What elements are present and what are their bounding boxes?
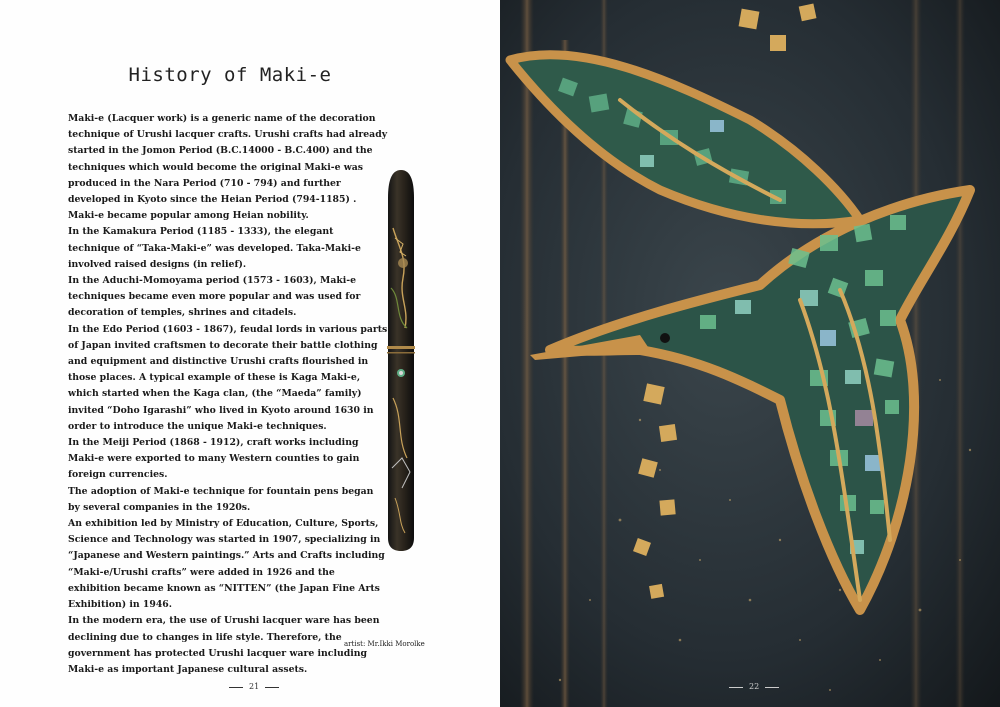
paragraph: In the modern era, the use of Urushi lacquer ware has been declining due to changes in life style. Therefore, the government has protected Urushi lacquer ware including Maki-e as important Japanese cultural assets.: [68, 615, 380, 675]
paragraph: An exhibition led by Ministry of Education, Culture, Sports, Science and Technology was started in 1907, specializing in “Japanese and Western paintings.” Arts and Crafts including “Maki-e/Urushi crafts” were added in 1926 and the exhibition became known as “NITTEN” (the Japan Fine Arts Exhibition) in 1946.: [68, 518, 385, 611]
paragraph: In the Meiji Period (1868 - 1912), craft works including Maki-e were exported to many Western counties to gain foreign currencies.: [68, 437, 360, 481]
article-body: [68, 111, 388, 678]
paragraph: In the Kamakura Period (1185 - 1333), the elegant technique of “Taka-Maki-e” was developed. Taka-Maki-e involved raised designs (in relief).: [68, 226, 361, 270]
fountain-pen-image: [381, 168, 421, 552]
right-page: [500, 0, 1000, 707]
paragraph: Maki-e (Lacquer work) is a generic name of the decoration technique of Urushi lacquer crafts. Urushi crafts had already started in the Jomon Period (B.C.14000 - B.C.400) and the techniques which would become the original Maki-e was produced in the Nara Period (710 - 794) and further developed in Kyoto since the Heian Period (794-1185) . Maki-e became popular among Heian nobility.: [68, 113, 388, 222]
paragraph: In the Edo Period (1603 - 1867), feudal lords in various parts of Japan invited craftsmen to decorate their battle clothing and equipment and distinctive Urushi crafts flourished in those places. A typical example of these is Kaga Maki-e, which started when the Kaga clan, (the “Maeda” family) invited “Doho Igarashi” who lived in Kyoto around 1630 in order to introduce the unique Maki-e techniques.: [68, 323, 388, 432]
maki-e-bird-photo: [500, 0, 1000, 707]
page-number: 21: [223, 682, 285, 691]
artist-credit: artist: Mr.Ikki Morolke: [344, 640, 425, 648]
page-title: History of Maki-e: [128, 64, 332, 86]
page-number: 22: [723, 682, 785, 691]
paragraph: The adoption of Maki-e technique for fountain pens began by several companies in the 1920s.: [68, 485, 374, 513]
paragraph: In the Aduchi-Momoyama period (1573 - 1603), Maki-e techniques became even more popular and was used for decoration of temples, shrines and citadels.: [68, 275, 361, 319]
